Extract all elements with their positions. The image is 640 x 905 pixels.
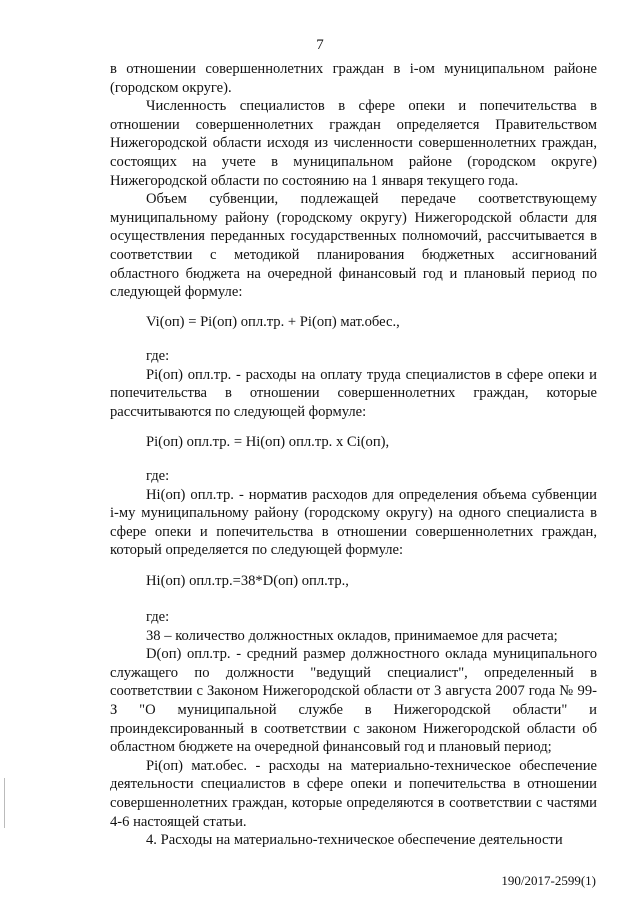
scan-edge-mark	[4, 778, 5, 828]
definition-hi-norm: Hi(оп) опл.тр. - норматив расходов для определения объема субвенции i-му муниципальному району (городскому округу) на одного специалиста в сфере опеки и попечительства в отношении совершеннолетних граждан, который определяется по следующей формуле:	[110, 486, 597, 559]
page-number: 7	[316, 37, 324, 53]
definition-pi-material: Pi(оп) мат.обес. - расходы на материально-техническое обеспечение деятельности специалистов в сфере опеки и попечительства в отношении совершеннолетних граждан, которые определяются в соответствии с частями 4-6 настоящей статьи.	[110, 757, 597, 830]
text-block-def1	[110, 347, 597, 421]
paragraph-subvention-volume: Объем субвенции, подлежащей передаче соответствующему муниципальному району (городскому округу) Нижегородской области для осуществления переданных государственных полномочий, рассчитывается в соответствии с методикой планирования бюджетных ассигнований областного бюджета на очередной финансовый год и плановый период по следующей формуле:	[110, 191, 597, 301]
paragraph-specialists-count: Численность специалистов в сфере опеки и попечительства в отношении совершеннолетних граждан определяется Правительством Нижегородской области исходя из численности совершеннолетних граждан, состоящих на учете в муниципальном районе (городском округе) Нижегородской области по состоянию на 1 января текущего года.	[110, 98, 597, 189]
definition-d-salary: D(оп) опл.тр. - средний размер должностного оклада муниципального служащего по должности "ведущий специалист", определенный в соответствии с Законом Нижегородской области от 3 августа 2007 года № 99-З "О муниципальной службе в Нижегородской области" и проиндексированный в соответствии с законом Нижегородской области об областном бюджете на очередной финансовый год и плановый период;	[110, 646, 597, 756]
definition-pi-salary: Pi(оп) опл.тр. - расходы на оплату труда специалистов в сфере опеки и попечительства в отношении совершеннолетних граждан, которые рассчитываются по следующей формуле:	[110, 366, 597, 420]
where-label-3: где:	[146, 609, 170, 625]
text-block-def2	[110, 467, 597, 560]
where-label-1: где:	[146, 348, 170, 364]
paragraph-continuation: в отношении совершеннолетних граждан в i-ом муниципальном районе (городском округе).	[110, 61, 597, 96]
formula-pi: Pi(оп) опл.тр. = Hi(оп) опл.тр. x Ci(оп),	[146, 434, 390, 450]
item-4-start: 4. Расходы на материально-техническое обеспечение деятельности	[146, 832, 563, 849]
formula-hi: Hi(оп) опл.тр.=38*D(оп) опл.тр.,	[146, 573, 349, 589]
text-block-top	[110, 60, 597, 302]
document-code: 190/2017-2599(1)	[501, 873, 596, 888]
formula-vi: Vi(оп) = Pi(оп) опл.тр. + Pi(оп) мат.обес.,	[146, 314, 400, 330]
where-label-2: где:	[146, 468, 170, 484]
text-block-def3	[110, 608, 597, 850]
definition-38-salaries: 38 – количество должностных окладов, принимаемое для расчета;	[146, 627, 558, 644]
